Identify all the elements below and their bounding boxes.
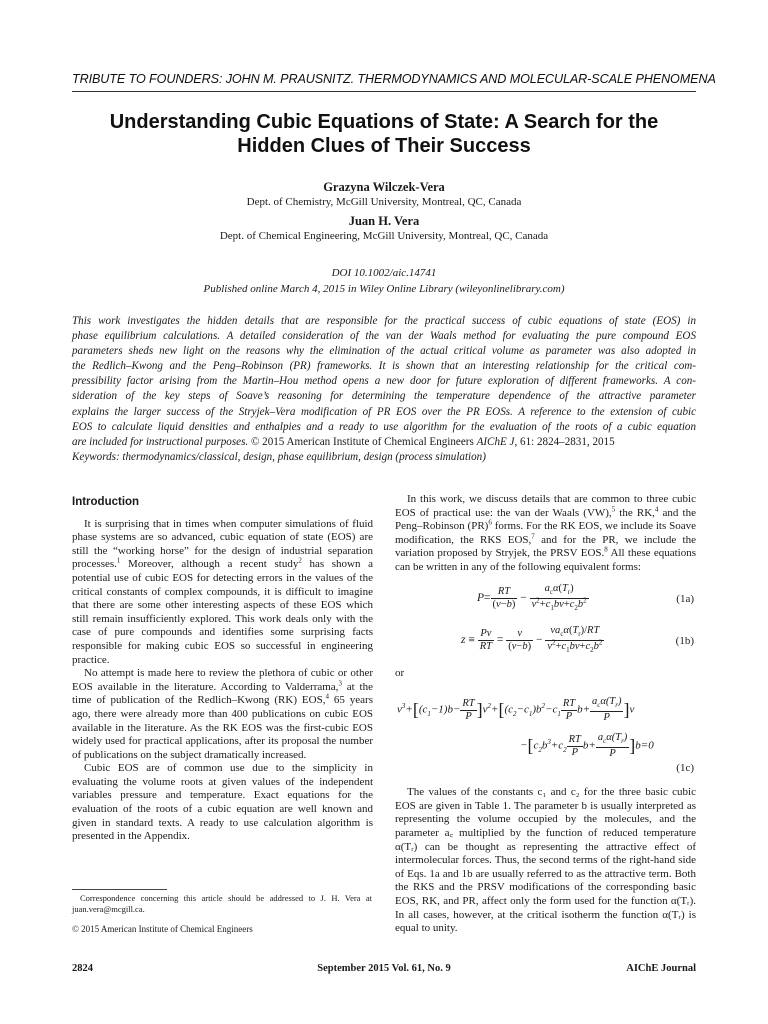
journal-abbrev: AIChE J	[476, 435, 515, 448]
keywords: Keywords: thermodynamics/classical, design, phase equilibrium, design (process simulation)	[72, 450, 486, 463]
equation-1c: $v^3+[(c_1-1)b-$ $\frac{RT}{P}$ ]$v^2+[(c_2-c_1)b^2-c_1$ $\frac{RT}{P}$ b+ $\frac{a_c\alpha(T_r)}{P}$ ]v $-[c_2b^3+c_2$ $\frac{RT}{P}$ b+ $\frac{a_c\alpha(T_r)}{P}$ ]b=0 (1c)	[397, 696, 694, 775]
abstract-copyright: © 2015 American Institute of Chemical Engineers	[248, 435, 477, 448]
equation-number: (1a)	[676, 592, 694, 605]
right-paragraph-2: The values of the constants c₁ and c₂ for the three basic cubic EOS are given in Table 1. The parameter b is usually interpreted as representing the volume occupied by the molecules, and the parameter a꜀ multiplied by the function of reduced temperature α(Tᵣ) can be thought as representing the attractive effect of intermolecular forces. Thus, the second terms of the right-hand side of Eqs. 1a and 1b are usually referred to as the attractive term. Both the RKS and the PRSV modifications of the corresponding basic EOS, RK, and PR, affect only the form used for the function α(Tᵣ). In all cases, however, at the critical isotherm the function α(Tᵣ) is equal to unity.	[395, 786, 696, 935]
citation-ref: 4	[654, 504, 659, 513]
abstract-line: explains the larger success of the Stryjek–Vera modification of PR EOS over the PR EOSs. A reference to the extension of cubic	[72, 405, 696, 418]
body-text: and the Peng–Robinson (PR)	[395, 506, 696, 533]
body-text: In this work, we discuss details that are common to three cubic EOS of practical use: the van der Waals (VW),	[395, 493, 696, 519]
right-column	[395, 493, 696, 936]
affiliation-2: Dept. of Chemical Engineering, McGill University, Montreal, QC, Canada	[219, 230, 549, 242]
footnote-copyright: © 2015 American Institute of Chemical Engineers	[72, 924, 253, 934]
intro-text: Moreover, although a recent study	[120, 558, 299, 571]
abstract-line: phase equilibrium calculations. A detailed consideration of the van der Waals method for evaluating the pure compound EOS	[72, 330, 696, 343]
issue-info: September 2015 Vol. 61, No. 9	[317, 963, 451, 974]
header-rule	[72, 91, 696, 92]
citation-ref: 5	[611, 504, 616, 513]
body-text: forms. For the RK EOS, we include its Soave modification, the RKS EOS,	[395, 520, 696, 546]
article-title	[72, 110, 696, 158]
abstract-line: the Redlich–Kwong and the Peng–Robinson (PR) frameworks. It is shown that an interesting relationship for the critical com-	[72, 360, 696, 373]
body-text: the RK,	[615, 506, 655, 519]
abstract-line: EOS to calculate liquid densities and enthalpies and a ready to use algorithm for the evaluation of the roots of a cubic equation	[72, 420, 696, 433]
citation: , 61: 2824–2831, 2015	[514, 435, 615, 448]
affiliation-1: Dept. of Chemistry, McGill University, Montreal, QC, Canada	[246, 196, 522, 208]
tribute-header: TRIBUTE TO FOUNDERS: JOHN M. PRAUSNITZ. THERMODYNAMICS AND MOLECULAR-SCALE PHENOMENA	[72, 72, 716, 86]
intro-text: It is surprising that in times when computer simulations of fluid phase systems are so advanced, cubic equation of state (EOS) are still the “working horse” for the design of industrial separation processes.	[72, 517, 373, 571]
intro-paragraph-3: Cubic EOS are of common use due to the simplicity in evaluating the volume roots at given values of the independent variables pressure and temperature. Exact equations for the evaluation of the roots of a cubic equation are well known and given in standard texts. A ready to use calculation algorithm is presented in the Appendix.	[72, 762, 373, 843]
citation-ref: 6	[488, 518, 492, 527]
citation-ref: 7	[531, 532, 535, 541]
abstract	[72, 314, 696, 465]
equation-1b: z ≡ $\frac{Pv}{RT}$ = $\frac{v}{(v-b)}$ − $\frac{va_c\alpha(T_r)/RT}{v^2+c_1bv+c_2b^2}$ (1b)	[461, 624, 694, 654]
body-text: All these equations can be written in any of the following equivalent forms:	[395, 547, 696, 573]
intro-text: at the time of publication of the Redlich–Kwong (RK) EOS,	[72, 680, 373, 707]
title-line-1: Understanding Cubic Equations of State: A Search for the	[109, 111, 659, 133]
footnote-rule	[72, 889, 167, 890]
abstract-line: This work investigates the hidden details that are responsible for the practical success of cubic equations of state (EOS) in	[72, 315, 696, 327]
equation-number: (1b)	[675, 634, 694, 647]
abstract-last-line	[72, 435, 696, 450]
citation-ref: 1	[116, 556, 121, 565]
abstract-line: parameters sheds new light on the reasons why the elimination of the actual critical volume as parameter was also adopted in	[72, 345, 696, 358]
published-online: Published online March 4, 2015 in Wiley Online Library (wileyonlinelibrary.com)	[203, 283, 565, 295]
citation-ref: 3	[338, 679, 342, 688]
author-1: Grazyna Wilczek-Vera	[323, 180, 445, 194]
equation-number: (1c)	[676, 762, 694, 775]
intro-text: 65 years ago, there were already more than 400 publications on cubic EOS available in the literature. As the RK EOS was the first-cubic EOS widely used for practical applications, after its proposal the number of publications on the subject dramatically increased.	[72, 694, 373, 761]
body-text: and for the PR, we include the variation proposed by Stryjek, the PRSV EOS.	[395, 533, 696, 560]
abstract-line: pressibility factor arising from the Martin–Hou method opens a new door for future exploration of different frameworks. A con-	[72, 375, 696, 388]
left-column	[72, 493, 373, 844]
citation-ref: 4	[325, 692, 329, 701]
citation-ref: 8	[604, 545, 608, 554]
right-paragraph-1	[395, 493, 696, 575]
intro-paragraph-2	[72, 667, 373, 762]
intro-text: has shown a potential use of cubic EOS for detecting errors in the values of the critical constants of complex compounds, it is difficult to imagine that there are some other interesting aspects of these EOS which still remain insufficiently explored. This work deals only with the case of pure compounds and identifies some surprising facts responsible for making cubic EOS so successful in engineering practice.	[72, 558, 373, 666]
correspondence-footnote: Correspondence concerning this article should be addressed to J. H. Vera at juan.vera@mcgill.ca.	[72, 893, 372, 914]
intro-text: No attempt is made here to review the plethora of cubic or other EOS available in the literature. According to Valderrama,	[72, 667, 373, 693]
journal-name: AIChE Journal	[626, 963, 696, 974]
or-connector: or	[395, 666, 405, 679]
doi: DOI 10.1002/aic.14741	[331, 267, 437, 279]
equation-1a: P= $\frac{RT}{(v-b)}$ − $\frac{a_c\alpha(T_r)}{v^2+c_1bv+c_2b^2}$ (1a)	[477, 582, 694, 612]
page-number: 2824	[72, 963, 93, 974]
abstract-line: sideration of the key steps of Soave’s reasoning for determining the temperature dependence of the attractive parameter	[72, 390, 696, 403]
citation-ref: 2	[298, 556, 302, 565]
intro-paragraph-1	[72, 518, 373, 668]
author-2: Juan H. Vera	[348, 214, 420, 228]
abstract-tail: are included for instructional purposes.	[72, 435, 249, 448]
section-heading-introduction: Introduction	[72, 496, 140, 508]
title-line-2: Hidden Clues of Their Success	[237, 135, 531, 157]
